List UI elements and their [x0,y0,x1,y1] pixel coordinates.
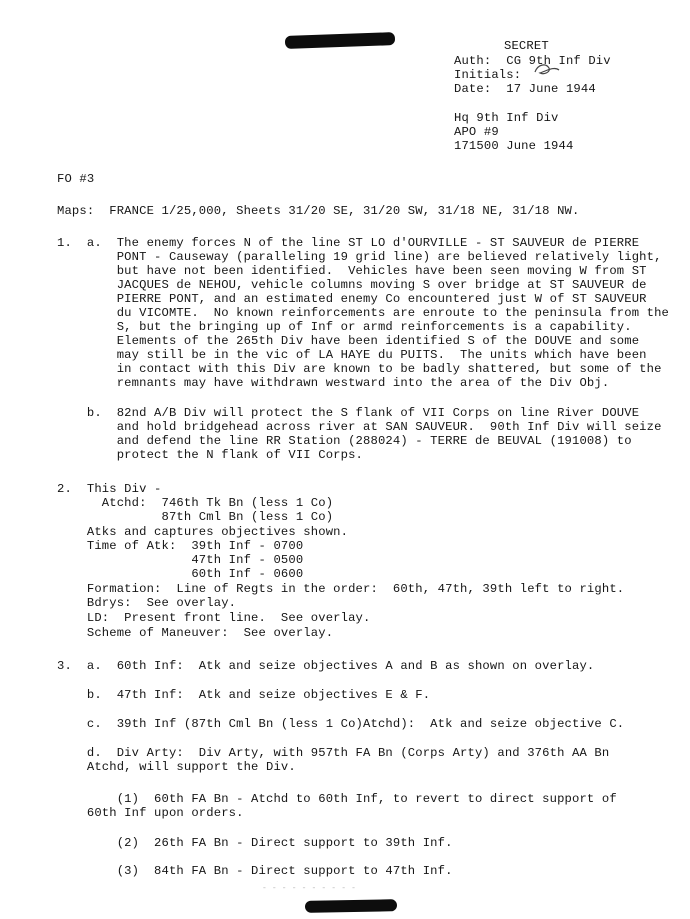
text-line: Scheme of Maneuver: See overlay. [57,626,334,640]
text-line: and defend the line RR Station (288024) - TERRE de BEUVAL (191008) to [57,434,632,448]
text-line: S, but the bringing up of Inf or armd reinforcements is a capability. [57,320,632,334]
text-line: LD: Present front line. See overlay. [57,611,371,625]
faint-footer-marks: - - - - - - - - - - [262,884,357,893]
headquarters-line: Hq 9th Inf Div [454,111,559,125]
text-line: c. 39th Inf (87th Cml Bn (less 1 Co)Atchd): Atk and seize objective C. [57,717,625,731]
classification-marking: SECRET [504,39,549,53]
text-line: Elements of the 265th Div have been identified S of the DOUVE and some [57,334,640,348]
text-line: JACQUES de NEHOU, vehicle columns moving S over bridge at ST SAUVEUR de [57,278,647,292]
top-redaction-bar [285,32,395,49]
field-order-number: FO #3 [57,172,95,186]
text-line: (1) 60th FA Bn - Atchd to 60th Inf, to revert to direct support of [57,792,617,806]
text-line: b. 47th Inf: Atk and seize objectives E & F. [57,688,431,702]
text-line: but have not been identified. Vehicles have been seen moving W from ST [57,264,647,278]
text-line: (2) 26th FA Bn - Direct support to 39th Inf. [57,836,453,850]
text-line: Bdrys: See overlay. [57,596,237,610]
text-line: 87th Cml Bn (less 1 Co) [57,510,334,524]
text-line: 2. This Div - [57,482,162,496]
text-line: 1. a. The enemy forces N of the line ST LO d'OURVILLE - ST SAUVEUR de PIERRE [57,236,640,250]
text-line: and hold bridgehead across river at SAN SAUVEUR. 90th Inf Div will seize [57,420,662,434]
date-line: Date: 17 June 1944 [454,82,596,96]
text-line: Atchd, will support the Div. [57,760,296,774]
text-line: d. Div Arty: Div Arty, with 957th FA Bn (Corps Arty) and 376th AA Bn [57,746,610,760]
text-line: Formation: Line of Regts in the order: 60th, 47th, 39th left to right. [57,582,625,596]
text-line: 3. a. 60th Inf: Atk and seize objectives A and B as shown on overlay. [57,659,595,673]
text-line: remnants may have withdrawn westward into the area of the Div Obj. [57,376,610,390]
text-line: Atks and captures objectives shown. [57,525,349,539]
text-line: (3) 84th FA Bn - Direct support to 47th Inf. [57,864,453,878]
text-line: Atchd: 746th Tk Bn (less 1 Co) [57,496,334,510]
text-line: 60th Inf - 0600 [57,567,304,581]
text-line: 47th Inf - 0500 [57,553,304,567]
text-line: 60th Inf upon orders. [57,806,244,820]
maps-reference: Maps: FRANCE 1/25,000, Sheets 31/20 SE, 31/20 SW, 31/18 NE, 31/18 NW. [57,204,580,218]
text-line: may still be in the vic of LA HAYE du PUITS. The units which have been [57,348,647,362]
text-line: PIERRE PONT, and an estimated enemy Co encountered just W of ST SAUVEUR [57,292,647,306]
text-line: in contact with this Div are known to be badly shattered, but some of the [57,362,662,376]
text-line: protect the N flank of VII Corps. [57,448,364,462]
initials-line: Initials: [454,68,522,82]
text-line: Time of Atk: 39th Inf - 0700 [57,539,304,553]
bottom-redaction-bar [305,899,397,913]
text-line: b. 82nd A/B Div will protect the S flank of VII Corps on line River DOUVE [57,406,640,420]
text-line: du VICOMTE. No known reinforcements are enroute to the peninsula from the [57,306,670,320]
authentication-line: Auth: CG 9th Inf Div [454,54,611,68]
date-time-group: 171500 June 1944 [454,139,574,153]
text-line: PONT - Causeway (paralleling 19 grid line) are believed relatively light, [57,250,662,264]
apo-line: APO #9 [454,125,499,139]
initials-signature-icon [532,62,562,78]
